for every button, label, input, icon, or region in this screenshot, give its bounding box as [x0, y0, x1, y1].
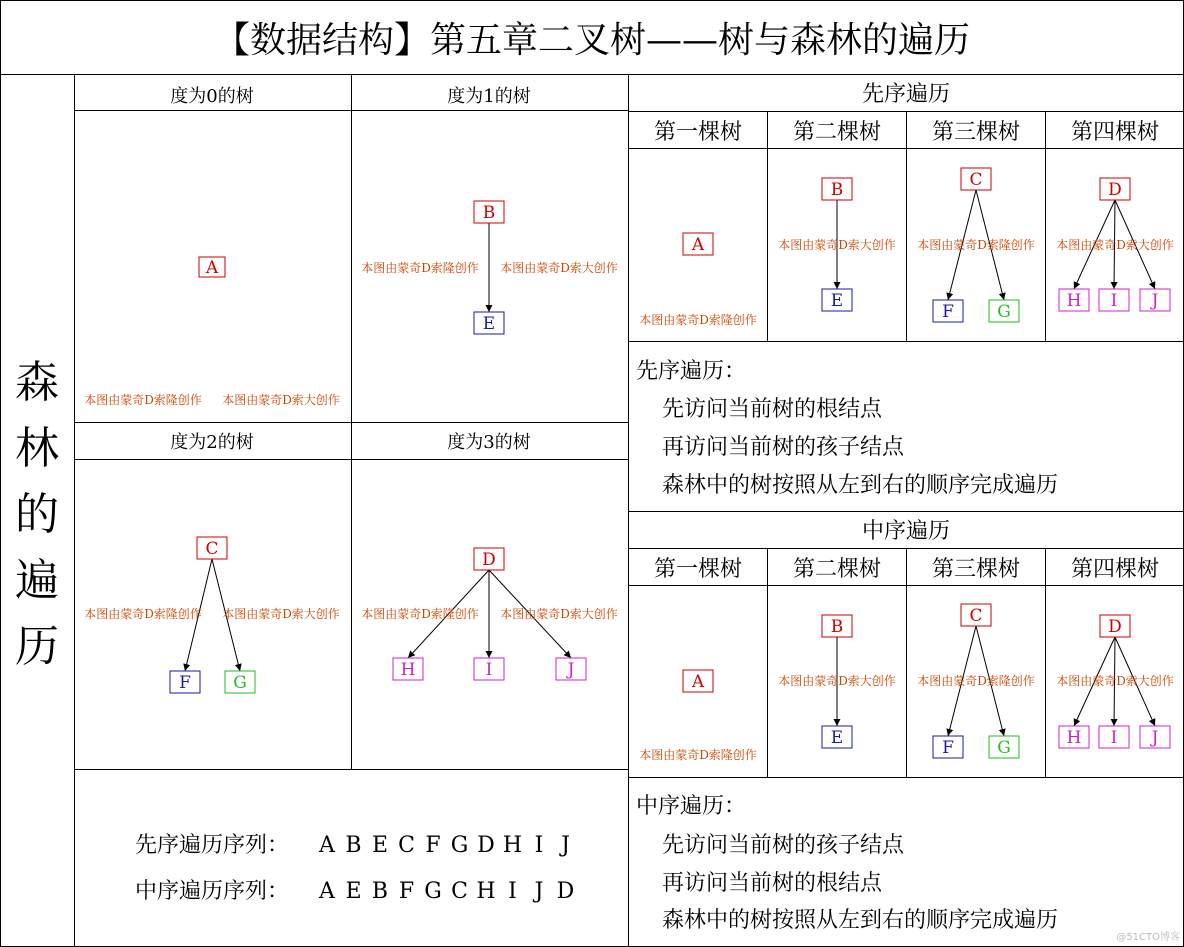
inorder-step-1: 先访问当前树的孩子结点 [662, 833, 905, 858]
tree-node-g [989, 736, 1019, 758]
pre-tree4-header: 第四棵树 [1070, 120, 1160, 145]
inorder-step-2: 再访问当前树的根结点 [662, 871, 883, 896]
sequence-item: A [319, 879, 335, 904]
author-watermark: 本图由蒙奇D索隆创作 [84, 607, 202, 621]
svg-text:H: H [400, 660, 416, 681]
svg-text:B: B [482, 203, 496, 224]
degree0-label: 度为0的树 [170, 86, 254, 107]
author-watermark: 本图由蒙奇D索大创作 [778, 674, 896, 688]
svg-text:I: I [485, 660, 493, 681]
svg-text:D: D [1108, 180, 1122, 201]
inorder-step-3: 森林中的树按照从左到右的顺序完成遍历 [662, 908, 1059, 933]
side-title-char: 遍 [15, 555, 59, 606]
side-title [15, 357, 59, 672]
author-watermark: 本图由蒙奇D索大创作 [222, 607, 340, 621]
tree-node-f [933, 300, 963, 322]
sequence-item: A [319, 833, 335, 858]
author-watermark: 本图由蒙奇D索大创作 [1056, 674, 1174, 688]
in-tree3-header: 第三棵树 [931, 557, 1021, 582]
svg-text:F: F [942, 302, 954, 323]
pre-tree1-header: 第一棵树 [653, 120, 743, 145]
svg-text:B: B [830, 617, 844, 638]
side-title-char: 历 [15, 621, 59, 672]
sequence-item: E [371, 833, 389, 858]
author-watermark: 本图由蒙奇D索大创作 [778, 238, 896, 252]
sequence-item: B [371, 879, 389, 904]
author-watermark: 本图由蒙奇D索隆创作 [917, 674, 1035, 688]
sequence-item: F [425, 833, 441, 858]
traversal-sequences [135, 833, 574, 904]
sequence-item: H [502, 833, 523, 858]
sequence-item: C [398, 833, 415, 858]
author-watermark: 本图由蒙奇D索隆创作 [361, 607, 479, 621]
svg-text:D: D [1108, 617, 1122, 638]
tree-node-d [1100, 615, 1130, 637]
tree-node-a [683, 233, 713, 255]
sequence-item: B [345, 833, 362, 858]
svg-text:H: H [1066, 728, 1082, 749]
side-title-char: 林 [15, 423, 59, 474]
tree-node-c [961, 168, 991, 190]
author-watermark: 本图由蒙奇D索隆创作 [639, 313, 757, 327]
tree-node-d [1100, 178, 1130, 200]
svg-text:I: I [1110, 728, 1118, 749]
pre-tree3-header: 第三棵树 [931, 120, 1021, 145]
author-watermark: 本图由蒙奇D索大创作 [500, 607, 618, 621]
tree-node-f [933, 736, 963, 758]
svg-text:F: F [179, 673, 191, 694]
inorder-header: 中序遍历 [861, 519, 951, 544]
svg-text:J: J [567, 660, 575, 681]
in-tree1-header: 第一棵树 [653, 557, 743, 582]
svg-text:C: C [969, 170, 983, 191]
tree-node-d [474, 548, 504, 570]
preorder-header: 先序遍历 [861, 82, 951, 107]
degree2-label: 度为2的树 [170, 432, 254, 453]
tree-node-e [822, 726, 852, 748]
tree-node-b [822, 178, 852, 200]
preorder-desc-title: 先序遍历： [636, 359, 747, 384]
tree-node-j [1140, 289, 1170, 311]
svg-text:A: A [691, 235, 705, 256]
tree-node-i [1099, 726, 1129, 748]
in-tree4-header: 第四棵树 [1070, 557, 1160, 582]
author-watermark: 本图由蒙奇D索隆创作 [639, 748, 757, 762]
pre-tree2-header: 第二棵树 [792, 120, 882, 145]
sequence-item: I [534, 833, 544, 858]
sequence-item: G [424, 879, 442, 904]
page-title: 【数据结构】第五章二叉树——树与森林的遍历 [213, 20, 971, 61]
svg-text:E: E [482, 314, 496, 335]
svg-text:B: B [830, 180, 844, 201]
degree3-label: 度为3的树 [447, 432, 531, 453]
tree-diagrams [170, 168, 1170, 758]
svg-text:J: J [1151, 728, 1159, 749]
sequence-item: D [477, 833, 495, 858]
sequence-label: 先序遍历序列： [135, 833, 290, 858]
tree-node-i [474, 658, 504, 680]
side-title-char: 的 [15, 489, 59, 540]
sequence-item: J [534, 879, 544, 904]
tree-node-j [1140, 726, 1170, 748]
tree-node-f [170, 671, 200, 693]
sequence-item: F [398, 879, 415, 904]
svg-text:A: A [205, 258, 219, 279]
svg-text:I: I [1110, 291, 1118, 312]
tree-node-b [474, 201, 504, 223]
sequence-item: G [450, 833, 469, 858]
svg-text:E: E [830, 728, 844, 749]
sequence-item: I [508, 879, 517, 904]
svg-text:D: D [482, 550, 496, 571]
tree-node-g [989, 300, 1019, 322]
tree-node-e [822, 289, 852, 311]
sequence-item: H [476, 879, 496, 904]
site-watermark: @51CTO博客 [1116, 932, 1180, 943]
tree-node-g [225, 671, 255, 693]
preorder-step-1: 先访问当前树的根结点 [662, 397, 883, 422]
tree-node-e [474, 312, 504, 334]
svg-text:J: J [1151, 291, 1159, 312]
svg-text:G: G [997, 302, 1011, 323]
tree-node-c [197, 537, 227, 559]
author-watermark: 本图由蒙奇D索大创作 [500, 261, 618, 275]
svg-text:C: C [969, 606, 983, 627]
svg-text:E: E [830, 291, 844, 312]
sequence-item: D [556, 879, 575, 904]
tree-node-a [199, 257, 225, 278]
svg-text:H: H [1066, 291, 1082, 312]
svg-text:G: G [233, 673, 247, 694]
degree1-label: 度为1的树 [447, 86, 531, 107]
tree-node-c [961, 604, 991, 626]
preorder-step-3: 森林中的树按照从左到右的顺序完成遍历 [662, 473, 1059, 498]
tree-node-j [556, 658, 586, 680]
sequence-label: 中序遍历序列： [135, 879, 290, 904]
author-watermark: 本图由蒙奇D索隆创作 [84, 393, 202, 407]
sequence-item: E [345, 879, 362, 904]
author-watermark: 本图由蒙奇D索大创作 [222, 393, 340, 407]
tree-node-a [683, 670, 713, 692]
tree-node-h [1059, 726, 1089, 748]
in-tree2-header: 第二棵树 [792, 557, 882, 582]
preorder-step-2: 再访问当前树的孩子结点 [662, 435, 905, 460]
tree-node-h [1059, 289, 1089, 311]
tree-node-h [393, 658, 423, 680]
tree-node-i [1099, 289, 1129, 311]
svg-text:F: F [942, 738, 954, 759]
author-watermark: 本图由蒙奇D索大创作 [1056, 238, 1174, 252]
sequence-item: J [561, 833, 570, 858]
author-watermark: 本图由蒙奇D索隆创作 [917, 238, 1035, 252]
tree-node-b [822, 615, 852, 637]
side-title-char: 森 [15, 357, 59, 408]
sequence-item: C [451, 879, 468, 904]
svg-text:G: G [997, 738, 1011, 759]
author-watermark: 本图由蒙奇D索隆创作 [361, 261, 479, 275]
svg-text:C: C [205, 539, 219, 560]
svg-text:A: A [691, 672, 705, 693]
inorder-desc-title: 中序遍历： [636, 794, 747, 819]
